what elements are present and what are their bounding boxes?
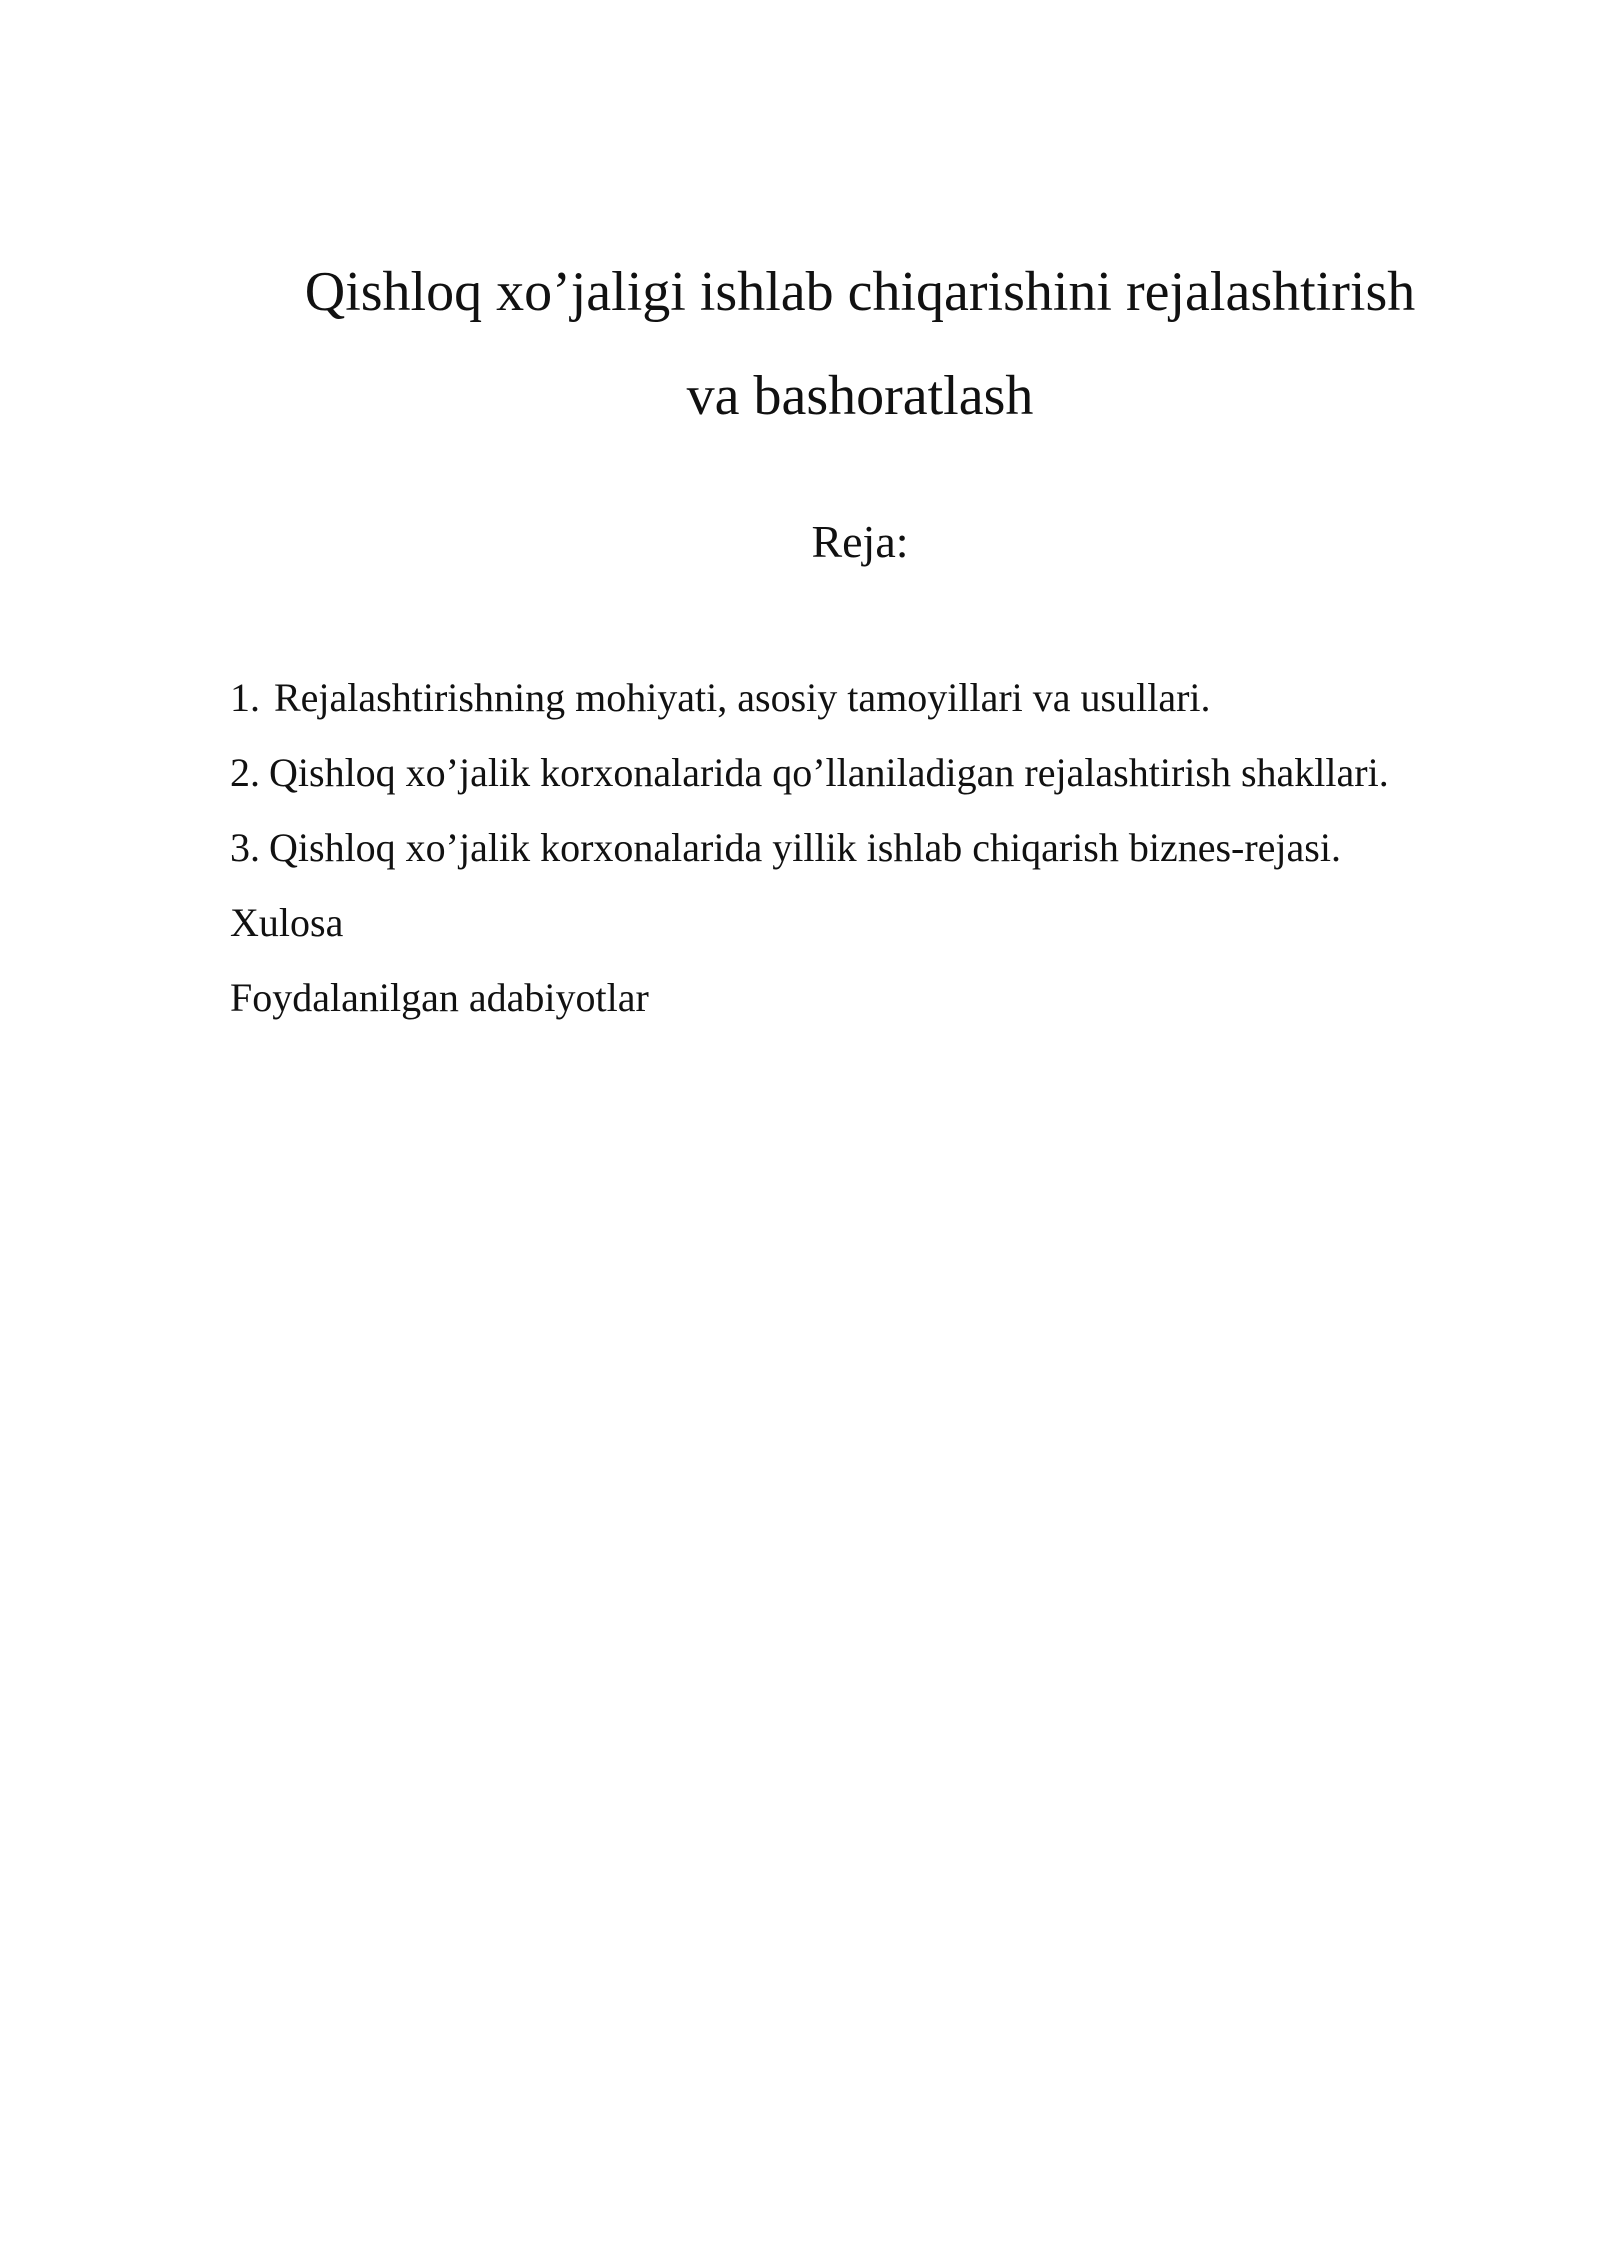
- plan-item: [230, 810, 1530, 885]
- plan-heading: Reja:: [811, 516, 909, 567]
- plan-item-conclusion: [230, 885, 1530, 960]
- plan-item: [230, 660, 1530, 735]
- plan-list: [230, 660, 1530, 1035]
- plan-item-number: 3.: [230, 825, 260, 870]
- title-line-1: Qishloq xo’jaligi ishlab chiqarishini rejalashtirish: [304, 261, 1416, 323]
- plan-item-text: Rejalashtirishning mohiyati, asosiy tamoyillari va usullari.: [274, 675, 1211, 720]
- plan-item-text: Foydalanilgan adabiyotlar: [230, 975, 649, 1020]
- plan-item-number: 1.: [230, 675, 260, 720]
- plan-item: [230, 735, 1530, 810]
- document-title: [260, 240, 1460, 448]
- plan-item-text: Qishloq xo’jalik korxonalarida yillik ishlab chiqarish biznes-rejasi.: [269, 825, 1341, 870]
- plan-item-number: 2.: [230, 750, 260, 795]
- title-line-2: va bashoratlash: [686, 365, 1034, 427]
- plan-item-text: Xulosa: [230, 900, 344, 945]
- plan-item-references: [230, 960, 1530, 1035]
- plan-item-text: Qishloq xo’jalik korxonalarida qo’llaniladigan rejalashtirish shakllari.: [269, 750, 1389, 795]
